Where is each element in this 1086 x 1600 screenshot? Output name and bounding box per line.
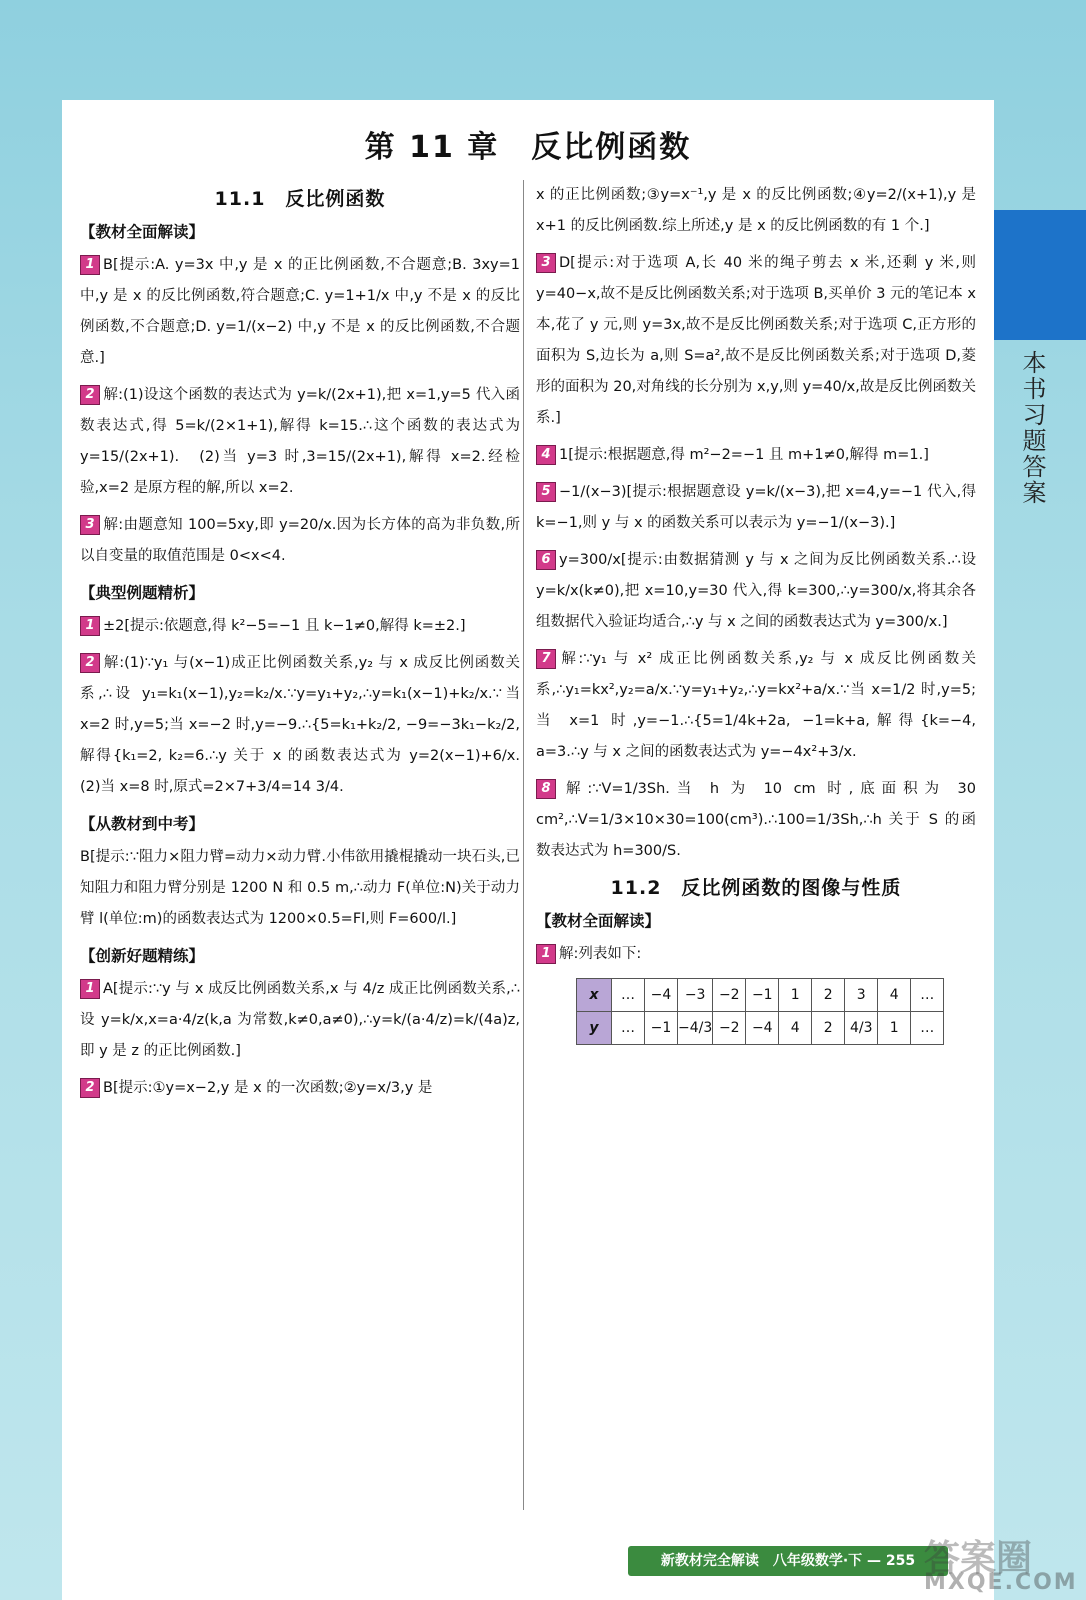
answer-item bbox=[536, 545, 976, 638]
subheading: 【典型例题精析】 bbox=[80, 584, 205, 602]
side-tab-color bbox=[994, 210, 1086, 340]
table-cell: −1 bbox=[645, 1012, 678, 1045]
answer-text: 解:(1)∵y₁ 与(x−1)成正比例函数关系,y₂ 与 x 成反比例函数关系,∴设 y₁=k₁(x−1),y₂=k₂/x.∵y=y₁+y₂,∴y=k₁(x−1)+k₂/x.∵当 x=2 时,y=5;当 x=−2 时,y=−9.∴{5=k₁+k₂/2, −9=−3k₁−k₂/2,解得{k₁=2, k₂=6.∴y 关于 x 的函数表达式为 y=2(x−1)+6/x. (2)当 x=8 时,原式=2×7+3/4=14 3/4. bbox=[80, 655, 535, 795]
table-cell: −1 bbox=[746, 979, 779, 1012]
chapter-title: 第 11 章 反比例函数 bbox=[364, 130, 692, 165]
answer-text: x 的正比例函数;③y=x⁻¹,y 是 x 的反比例函数;④y=2/(x+1),y 是 x+1 的反比例函数.综上所述,y 是 x 的反比例函数的有 1 个.] bbox=[536, 187, 976, 234]
answer-item bbox=[536, 248, 976, 434]
answer-text: D[提示:对于选项 A,长 40 米的绳子剪去 x 米,还剩 y 米,则 y=40−x,故不是反比例函数关系;对于选项 B,买单价 3 元的笔记本 x 本,花了 y 元,则 y=3x,故不是反比例函数关系;对于选项 C,正方形的面积为 S,边长为 a,则 S=a²,故不是反比例函数关系;对于选项 D,菱形的面积为 20,对角线的长分别为 x,y,则 y=40/x,故是反比例函数关系.] bbox=[536, 255, 976, 426]
item-number: 1 bbox=[536, 944, 556, 964]
table-cell: … bbox=[612, 979, 645, 1012]
answer-item bbox=[536, 644, 976, 768]
table-cell: 2 bbox=[812, 1012, 845, 1045]
answer-item bbox=[80, 1073, 520, 1104]
answer-item bbox=[80, 250, 520, 374]
answer-text: y=300/x[提示:由数据猜测 y 与 x 之间为反比例函数关系.∴设 y=k/x(k≠0),把 x=10,y=30 代入,得 k=300,∴y=300/x,将其余各组数据代入验证均适合,∴y 与 x 之间的函数表达式为 y=300/x.] bbox=[536, 552, 976, 630]
answer-text: 解:由题意知 100=5xy,即 y=20/x.因为长方体的高为非负数,所以自变量的取值范围是 0<x<4. bbox=[80, 517, 520, 564]
table-cell: 1 bbox=[779, 979, 812, 1012]
item-number: 1 bbox=[80, 255, 100, 275]
item-number: 2 bbox=[80, 385, 100, 405]
table-cell: −2 bbox=[713, 1012, 746, 1045]
page-footer: 新教材完全解读 八年级数学·下 — 255 bbox=[628, 1546, 948, 1576]
table-row bbox=[577, 1012, 944, 1045]
answer-text: 解:列表如下: bbox=[559, 946, 642, 962]
table-cell: … bbox=[612, 1012, 645, 1045]
table-cell: 4 bbox=[878, 979, 911, 1012]
item-number: 3 bbox=[536, 253, 556, 273]
table-cell: 4/3 bbox=[845, 1012, 878, 1045]
table-cell: −4 bbox=[746, 1012, 779, 1045]
table-cell: 4 bbox=[779, 1012, 812, 1045]
table-cell: −3 bbox=[678, 979, 713, 1012]
answer-item bbox=[80, 974, 520, 1067]
answer-item bbox=[536, 477, 976, 539]
watermark-logo: 答案圈 bbox=[924, 1538, 1033, 1579]
subheading: 【从教材到中考】 bbox=[80, 815, 205, 833]
answer-text: 解:∵V=1/3Sh.当 h 为 10 cm 时,底面积为 30 cm²,∴V=1/3×10×30=100(cm³).∴100=1/3Sh,∴h 关于 S 的函数表达式为 h=300/S. bbox=[536, 781, 976, 859]
item-number: 1 bbox=[80, 616, 100, 636]
item-number: 8 bbox=[536, 779, 556, 799]
subheading: 【教材全面解读】 bbox=[536, 912, 661, 930]
item-number: 1 bbox=[80, 979, 100, 999]
item-number: 3 bbox=[80, 515, 100, 535]
item-number: 5 bbox=[536, 482, 556, 502]
answer-item bbox=[80, 510, 520, 572]
answer-item bbox=[80, 611, 520, 642]
side-tab-label: 本书习题答案 bbox=[1018, 350, 1046, 506]
subheading: 【教材全面解读】 bbox=[80, 223, 205, 241]
value-table bbox=[576, 978, 944, 1045]
answer-text: A[提示:∵y 与 x 成反比例函数关系,x 与 4/z 成正比例函数关系,∴设 y=k/x,x=a·4/z(k,a 为常数,k≠0,a≠0),∴y=k/(a·4/z)=k/(4a)z,即 y 是 z 的正比例函数.] bbox=[80, 981, 520, 1059]
table-header-y: y bbox=[577, 1012, 612, 1045]
table-cell: 1 bbox=[878, 1012, 911, 1045]
table-cell: … bbox=[911, 979, 944, 1012]
section-title: 11.1 反比例函数 bbox=[214, 188, 386, 210]
answer-text: B[提示:①y=x−2,y 是 x 的一次函数;②y=x/3,y 是 bbox=[103, 1080, 433, 1096]
answer-text: ±2[提示:依题意,得 k²−5=−1 且 k−1≠0,解得 k=±2.] bbox=[103, 618, 466, 634]
watermark-url: MXQE.COM bbox=[924, 1570, 1078, 1595]
table-cell: 3 bbox=[845, 979, 878, 1012]
table-header-x: x bbox=[577, 979, 612, 1012]
table-row bbox=[577, 979, 944, 1012]
subheading: 【创新好题精练】 bbox=[80, 947, 205, 965]
item-number: 6 bbox=[536, 550, 556, 570]
answer-item bbox=[536, 774, 976, 867]
answer-item bbox=[536, 939, 976, 970]
item-number: 7 bbox=[536, 649, 556, 669]
column-divider bbox=[523, 180, 524, 1510]
answer-text: 1[提示:根据题意,得 m²−2=−1 且 m+1≠0,解得 m=1.] bbox=[559, 447, 929, 463]
right-column bbox=[536, 180, 976, 1045]
item-number: 2 bbox=[80, 653, 100, 673]
table-cell: −4/3 bbox=[678, 1012, 713, 1045]
answer-item bbox=[80, 648, 535, 803]
answer-item bbox=[536, 440, 976, 471]
answer-text: B[提示:A. y=3x 中,y 是 x 的正比例函数,不合题意;B. 3xy=1 中,y 是 x 的反比例函数,符合题意;C. y=1+1/x 中,y 不是 x 的反比例函数,不合题意;D. y=1/(x−2) 中,y 不是 x 的反比例函数,不合题意.] bbox=[80, 257, 520, 366]
answer-item bbox=[80, 842, 520, 935]
answer-item bbox=[80, 380, 520, 504]
left-column bbox=[80, 180, 535, 1110]
answer-text: 解:∵y₁ 与 x² 成正比例函数关系,y₂ 与 x 成反比例函数关系,∴y₁=kx²,y₂=a/x.∵y=y₁+y₂,∴y=kx²+a/x.∵当 x=1/2 时,y=5;当 x=1 时,y=−1.∴{5=1/4k+2a, −1=k+a,解得{k=−4, a=3.∴y 与 x 之间的函数表达式为 y=−4x²+3/x. bbox=[536, 651, 976, 760]
table-cell: 2 bbox=[812, 979, 845, 1012]
item-number: 2 bbox=[80, 1078, 100, 1098]
table-cell: … bbox=[911, 1012, 944, 1045]
section-title: 11.2 反比例函数的图像与性质 bbox=[610, 877, 902, 899]
item-number: 4 bbox=[536, 445, 556, 465]
answer-text: 解:(1)设这个函数的表达式为 y=k/(2x+1),把 x=1,y=5 代入函数表达式,得 5=k/(2×1+1),解得 k=15.∴这个函数的表达式为 y=15/(2x+1). (2)当 y=3 时,3=15/(2x+1),解得 x=2.经检验,x=2 是原方程的解,所以 x=2. bbox=[80, 387, 520, 496]
answer-text: −1/(x−3)[提示:根据题意设 y=k/(x−3),把 x=4,y=−1 代入,得 k=−1,则 y 与 x 的函数关系可以表示为 y=−1/(x−3).] bbox=[536, 484, 976, 531]
answer-item bbox=[536, 180, 976, 242]
table-cell: −4 bbox=[645, 979, 678, 1012]
table-cell: −2 bbox=[713, 979, 746, 1012]
answer-text: B[提示:∵阻力×阻力臂=动力×动力臂.小伟欲用撬棍撬动一块石头,已知阻力和阻力臂分别是 1200 N 和 0.5 m,∴动力 F(单位:N)关于动力臂 l(单位:m)的函数表达式为 1200×0.5=Fl,则 F=600/l.] bbox=[80, 849, 520, 927]
